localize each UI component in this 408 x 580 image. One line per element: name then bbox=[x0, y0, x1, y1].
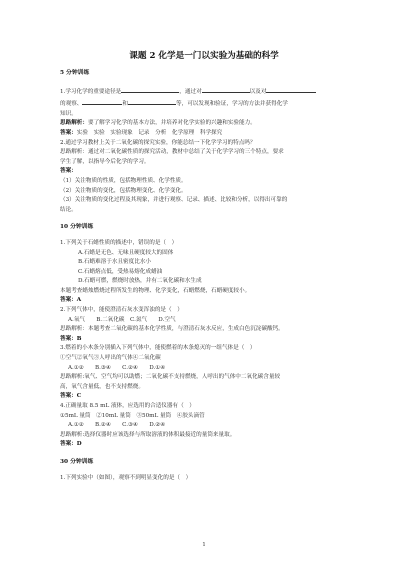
question-answer bbox=[60, 440, 348, 450]
question-text: 1.学习化学的重要途径是 bbox=[60, 88, 122, 95]
question-1-fill-in bbox=[60, 85, 348, 98]
option-c: C.石蜡熔点低，受热易熔化成蜡油 bbox=[78, 268, 163, 275]
question-stem: 2.下列气体中，能使澄清石灰水变浑浊的是（ ） bbox=[60, 307, 183, 314]
question-1-answer bbox=[60, 129, 348, 139]
question-1-fill-in-line2 bbox=[60, 97, 348, 110]
question-thinking: 思路解析：本题考查二氧化碳的基本化学性质，与澄清石灰水反应，生成白色沉淀碳酸钙。 bbox=[60, 326, 284, 333]
thinking-label: 思路解析： bbox=[60, 120, 88, 127]
question-2-line: 2.通过学习教材上关于二氧化碳的探究实验，你能总结一下化学学习的特点吗？ bbox=[60, 139, 256, 146]
question-answer bbox=[60, 335, 348, 345]
question-options: A.氧气 B.二氧化碳 C.氮气 D.空气 bbox=[68, 316, 176, 323]
question-2-answer-line: （3）关注物质的变化过程及其现象，并进行观察、记录、描述、比较和分析，以得出可靠的 bbox=[60, 197, 288, 204]
question-stem: 3.燃着的小木条分别插入下列气体中，能使燃着的木条熄灭的一组气体是（ ） bbox=[60, 345, 256, 352]
answer-text: D bbox=[76, 441, 82, 448]
answer-blank bbox=[82, 97, 122, 105]
document-title: 课题 2 化学是一门以实验为基础的科学 bbox=[129, 51, 279, 61]
question-stem: 4.正确量取 8.5 mL 液体，应选用的合适仪器有（ ） bbox=[60, 403, 195, 409]
answer-label: 答案： bbox=[60, 168, 77, 175]
answer-label: 答案： bbox=[60, 335, 77, 342]
answer-text: C bbox=[76, 393, 82, 400]
question-text: 以及对 bbox=[249, 88, 267, 95]
question-text: 的观察、 bbox=[60, 101, 83, 108]
question-note: 本题考查蜡烛燃烧过程所发生的物理、化学变化，石蜡燃烧，石蜡硬度较小。 bbox=[60, 287, 251, 294]
thinking-text: 要了解学习化学的基本方法，并培养对化学实验的兴趣和实验能力。 bbox=[87, 120, 256, 127]
question-text: 和 bbox=[122, 101, 128, 108]
question-2-answer-label bbox=[60, 167, 348, 177]
question-2-line: 学生了解，以指导今后化学的学习。 bbox=[60, 158, 150, 165]
question-2-line: 思路解析：通过对二氧化碳性质的探究活动，教材中总结了关于化学学习的三个特点，要求 bbox=[60, 149, 284, 156]
question-thinking: 高，氧气含量低，也不支持燃烧。 bbox=[60, 383, 144, 390]
section-heading-30min: 30 分钟训练 bbox=[60, 458, 94, 465]
section-heading-10min: 10 分钟训练 bbox=[60, 224, 94, 231]
question-thinking: 思路解析:选择仪器时应该选择与所取溶液的体积最接近的量筒来量取。 bbox=[60, 431, 236, 438]
question-2-answer-line: （2）关注物质的变化，包括物理变化、化学变化。 bbox=[60, 187, 187, 194]
question-answer bbox=[60, 392, 348, 402]
answer-text: A bbox=[76, 297, 82, 304]
question-2-answer-line: 结论。 bbox=[60, 206, 77, 213]
question-text: ，通过对 bbox=[179, 88, 202, 95]
question-1-thinking bbox=[60, 119, 348, 129]
question-stem: 1.下列实验中（如图），观察不到明显变化的是（ ） bbox=[60, 474, 192, 481]
question-2-answer-line: （1）关注物质的性质，包括物理性质、化学性质。 bbox=[60, 177, 187, 184]
answer-blank bbox=[128, 97, 176, 105]
question-stem: ①空气②氧气③人呼出的气体④二氧化碳 bbox=[60, 355, 161, 362]
question-text: 等，可以发现和验证，学习的方法并获得化学 bbox=[176, 101, 288, 108]
page-number: 1 bbox=[202, 542, 206, 548]
question-stem: ①5mL 量筒 ②10mL 量筒 ③50mL 量筒 ④胶头滴管 bbox=[60, 412, 205, 419]
question-stem: 1.下列关于石蜡性质的描述中，错误的是（ ） bbox=[60, 239, 178, 246]
question-thinking: 思路解析:氧气、空气均可以助燃；二氧化碳不支持燃烧，人呼出的气体中二氧化碳含量较 bbox=[60, 374, 281, 381]
question-options: A.①② B.③④ C.②④ D.①④ bbox=[68, 364, 166, 371]
question-1-fill-in-line3: 知识。 bbox=[60, 110, 77, 117]
answer-label: 答案： bbox=[60, 441, 77, 448]
answer-blank bbox=[121, 85, 179, 93]
answer-text: 实验 实验 实验现象 记录 分析 化学原理 科学探究 bbox=[76, 129, 223, 136]
option-b: B.石蜡难溶于水且密度比水小 bbox=[78, 259, 152, 266]
answer-label: 答案： bbox=[60, 297, 77, 304]
question-options: A.①② B.②④ C.③④ D.②④ bbox=[68, 422, 166, 429]
answer-label: 答案： bbox=[60, 393, 77, 400]
answer-blank bbox=[202, 85, 250, 93]
answer-blank bbox=[266, 85, 316, 93]
option-a: A.石蜡是无色、无味且硬度较大的固体 bbox=[78, 249, 174, 256]
answer-label: 答案： bbox=[60, 129, 77, 136]
question-answer bbox=[60, 296, 348, 306]
section-heading-5min: 5 分钟训练 bbox=[60, 70, 90, 76]
option-d: D.石蜡可燃，燃烧时放热，并有二氧化碳和水生成 bbox=[78, 278, 202, 285]
answer-text: B bbox=[76, 335, 82, 342]
